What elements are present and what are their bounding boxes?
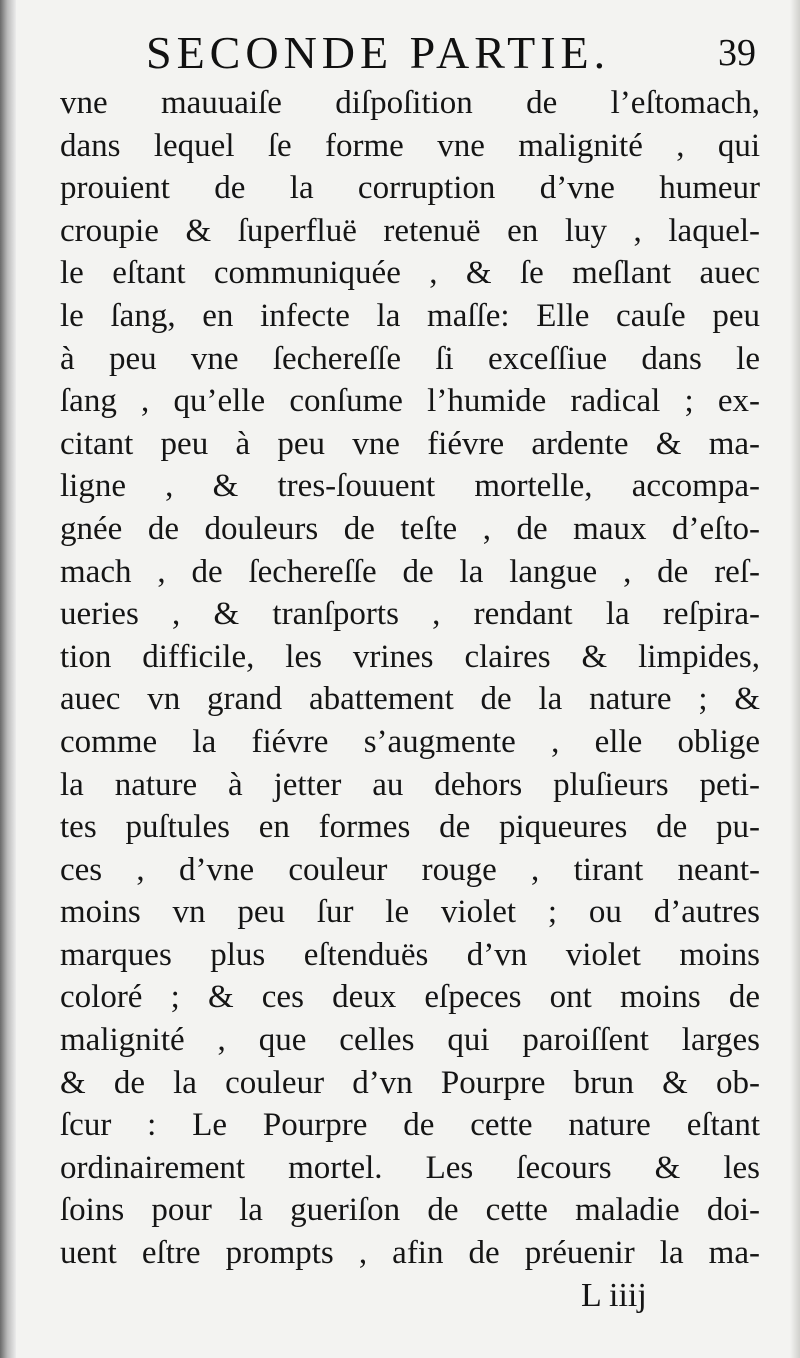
text-line: auec vn grand abattement de la nature ; & xyxy=(60,681,760,718)
text-line: moins vn peu ſur le violet ; ou d’autres xyxy=(60,894,760,931)
text-line: ligne , & tres-ſouuent mortelle, accompa- xyxy=(60,468,760,505)
text-line: le ſang, en infecte la maſſe: Elle cauſe peu xyxy=(60,297,760,334)
text-line: uent eſtre prompts , afin de préuenir la ma- xyxy=(60,1235,760,1272)
running-title: SECONDE PARTIE. xyxy=(146,27,611,78)
text-line: tes puſtules en formes de piqueures de pu- xyxy=(60,809,760,846)
text-line: prouient de la corruption d’vne humeur xyxy=(60,170,760,207)
body-text xyxy=(60,82,760,1275)
text-line: coloré ; & ces deux eſpeces ont moins de xyxy=(60,979,760,1016)
book-page xyxy=(16,0,800,1358)
text-line: marques plus eſtenduës d’vn violet moins xyxy=(60,936,760,973)
text-line: malignité , que celles qui paroiſſent larges xyxy=(60,1022,760,1059)
text-line: citant peu à peu vne fiévre ardente & ma- xyxy=(60,425,760,462)
running-head xyxy=(146,28,756,78)
text-line: ſang , qu’elle conſume l’humide radical ; ex- xyxy=(60,383,760,420)
signature-mark: L iiij xyxy=(581,1277,647,1314)
text-line: ſoins pour la gueriſon de cette maladie doi- xyxy=(60,1192,760,1229)
text-line: comme la fiévre s’augmente , elle oblige xyxy=(60,723,760,760)
text-line: vne mauuaiſe diſpoſition de l’eſtomach, xyxy=(60,85,760,121)
text-line: croupie & ſuperfluë retenuë en luy , laquel- xyxy=(60,212,760,249)
text-line: ces , d’vne couleur rouge , tirant neant- xyxy=(60,851,760,888)
text-line: tion difficile, les vrines claires & limpides, xyxy=(60,638,760,675)
text-line: dans lequel ſe forme vne malignité , qui xyxy=(60,127,760,164)
text-line: mach , de ſechereſſe de la langue , de reſ- xyxy=(60,553,760,590)
text-line: la nature à jetter au dehors pluſieurs peti- xyxy=(60,766,760,803)
text-line: ſcur : Le Pourpre de cette nature eſtant xyxy=(60,1107,760,1144)
page-number: 39 xyxy=(718,32,756,74)
text-line: & de la couleur d’vn Pourpre brun & ob- xyxy=(60,1064,760,1101)
scan-binding-edge xyxy=(0,0,16,1358)
text-line: à peu vne ſechereſſe ſi exceſſiue dans le xyxy=(60,340,760,377)
text-line: ordinairement mortel. Les ſecours & les xyxy=(60,1149,760,1186)
text-line: le eſtant communiquée , & ſe meſlant auec xyxy=(60,255,760,292)
text-line: gnée de douleurs de teſte , de maux d’eſto- xyxy=(60,510,760,547)
text-line: ueries , & tranſports , rendant la reſpira- xyxy=(60,596,760,633)
